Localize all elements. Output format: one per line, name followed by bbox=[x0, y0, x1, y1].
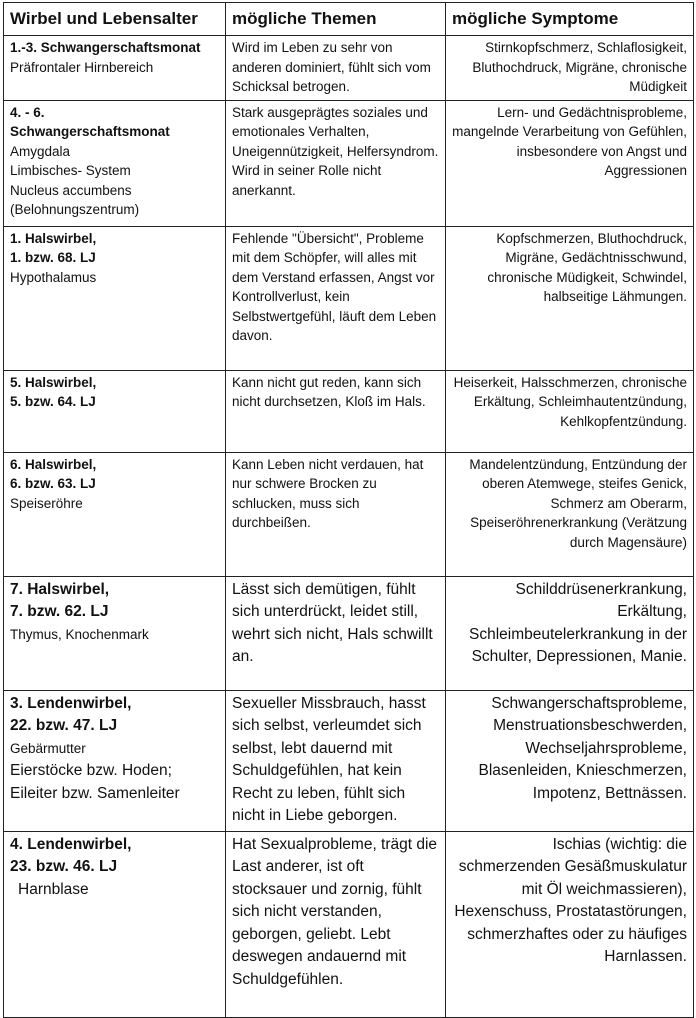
wirbel-organ: Gebärmutter bbox=[10, 740, 86, 756]
wirbel-organ: Nucleus accumbens bbox=[10, 182, 132, 198]
wirbel-bold: 6. bzw. 63. LJ bbox=[10, 476, 96, 491]
wirbel-bold: 5. Halswirbel, bbox=[10, 374, 97, 390]
wirbel-bold: 3. Lendenwirbel, bbox=[10, 694, 132, 712]
wirbel-bold: 1. Halswirbel, bbox=[10, 230, 97, 246]
cell-themen: Stark ausgeprägtes soziales und emotionales Verhalten, Uneigennützigkeit, Helfersyndrom. Wird in seiner Rolle nicht anerkannt. bbox=[226, 100, 446, 226]
wirbel-bold: 7. bzw. 62. LJ bbox=[10, 603, 109, 620]
wirbel-organ: Harnblase bbox=[18, 880, 89, 898]
cell-themen: Sexueller Missbrauch, hasst sich selbst, verleumdet sich selbst, lebt dauernd mit Schuldgefühlen, hat kein Recht zu leben, fühlt sich nicht in Liebe geborgen. bbox=[226, 690, 446, 831]
cell-wirbel bbox=[4, 36, 226, 101]
wirbel-organ: Eierstöcke bzw. Hoden; bbox=[10, 762, 172, 779]
wirbel-bold: 4. Lendenwirbel, bbox=[10, 835, 132, 853]
spine-table bbox=[3, 2, 694, 1018]
cell-symptome: Kopfschmerzen, Bluthochdruck, Migräne, Gedächtnisschwund, chronische Müdigkeit, Schwindel, halbseitige Lähmungen. bbox=[446, 226, 694, 370]
header-symptome: mögliche Symptome bbox=[446, 3, 694, 36]
cell-wirbel bbox=[4, 100, 226, 226]
cell-wirbel bbox=[4, 226, 226, 370]
cell-symptome: Stirnkopfschmerz, Schlaflosigkeit, Bluthochdruck, Migräne, chronische Müdigkeit bbox=[446, 36, 694, 101]
cell-wirbel bbox=[4, 690, 226, 831]
table-row bbox=[4, 452, 694, 576]
wirbel-bold: 6. Halswirbel, bbox=[10, 456, 97, 472]
cell-symptome: Heiserkeit, Halsschmerzen, chronische Erkältung, Schleimhautentzündung, Kehlkopfentzündung. bbox=[446, 370, 694, 452]
table-row bbox=[4, 690, 694, 831]
wirbel-bold: Schwangerschaftsmonat bbox=[10, 124, 170, 139]
header-themen: mögliche Themen bbox=[226, 3, 446, 36]
cell-wirbel bbox=[4, 452, 226, 576]
wirbel-bold: 1. bzw. 68. LJ bbox=[10, 250, 96, 265]
wirbel-bold: 5. bzw. 64. LJ bbox=[10, 394, 96, 409]
cell-symptome: Mandelentzündung, Entzündung der oberen Atemwege, steifes Genick, Schmerz am Oberarm, Speiseröhrenerkrankung (Verätzung durch Magensäure) bbox=[446, 452, 694, 576]
wirbel-organ: (Belohnungszentrum) bbox=[10, 202, 140, 217]
wirbel-organ: Hypothalamus bbox=[10, 269, 97, 285]
cell-wirbel bbox=[4, 576, 226, 690]
wirbel-bold: 1.-3. Schwangerschaftsmonat bbox=[10, 40, 201, 55]
cell-wirbel bbox=[4, 370, 226, 452]
wirbel-organ: Limbisches- System bbox=[10, 163, 131, 178]
cell-symptome: Schilddrüsenerkrankung, Erkältung, Schleimbeutelerkrankung in der Schulter, Depressionen, Manie. bbox=[446, 576, 694, 690]
cell-symptome: Ischias (wichtig: die schmerzenden Gesäßmuskulatur mit Öl weichmassieren), Hexenschuss, Prostatastörungen, schmerzhaftes oder zu häufiges Harnlassen. bbox=[446, 831, 694, 1017]
cell-wirbel bbox=[4, 831, 226, 1017]
cell-themen: Lässt sich demütigen, fühlt sich unterdrückt, leidet still, wehrt sich nicht, Hals schwillt an. bbox=[226, 576, 446, 690]
header-wirbel: Wirbel und Lebensalter bbox=[4, 3, 226, 36]
table-row bbox=[4, 36, 694, 101]
cell-symptome: Schwangerschaftsprobleme, Menstruationsbeschwerden, Wechseljahrsprobleme, Blasenleiden, Knieschmerzen, Impotenz, Bettnässen. bbox=[446, 690, 694, 831]
cell-themen: Hat Sexualprobleme, trägt die Last anderer, ist oft stocksauer und zornig, fühlt sich nicht verstanden, geborgen, geliebt. Lebt deswegen andauernd mit Schuldgefühlen. bbox=[226, 831, 446, 1017]
cell-themen: Fehlende "Übersicht", Probleme mit dem Schöpfer, will alles mit dem Verstand erfassen, Angst vor Kontrollverlust, kein Selbstwertgefühl, läuft dem Leben davon. bbox=[226, 226, 446, 370]
table-row bbox=[4, 226, 694, 370]
table-row bbox=[4, 576, 694, 690]
wirbel-organ: Amygdala bbox=[10, 143, 71, 159]
cell-symptome: Lern- und Gedächtnisprobleme, mangelnde Verarbeitung von Gefühlen, insbesondere von Angst und Aggressionen bbox=[446, 100, 694, 226]
cell-themen: Kann nicht gut reden, kann sich nicht durchsetzen, Kloß im Hals. bbox=[226, 370, 446, 452]
wirbel-organ: Präfrontaler Hirnbereich bbox=[10, 59, 154, 75]
wirbel-bold: 23. bzw. 46. LJ bbox=[10, 858, 118, 875]
cell-themen: Kann Leben nicht verdauen, hat nur schwere Brocken zu schlucken, muss sich durchbeißen. bbox=[226, 452, 446, 576]
wirbel-bold: 22. bzw. 47. LJ bbox=[10, 717, 118, 734]
table-row bbox=[4, 370, 694, 452]
header-row bbox=[4, 3, 694, 36]
wirbel-bold: 4. - 6. bbox=[10, 104, 45, 120]
wirbel-organ: Eileiter bzw. Samenleiter bbox=[10, 784, 180, 802]
wirbel-organ: Thymus, Knochenmark bbox=[10, 626, 149, 642]
table-row bbox=[4, 100, 694, 226]
wirbel-organ: Speiseröhre bbox=[10, 495, 83, 511]
wirbel-bold: 7. Halswirbel, bbox=[10, 580, 110, 598]
cell-themen: Wird im Leben zu sehr von anderen dominiert, fühlt sich vom Schicksal betrogen. bbox=[226, 36, 446, 101]
table-row bbox=[4, 831, 694, 1017]
